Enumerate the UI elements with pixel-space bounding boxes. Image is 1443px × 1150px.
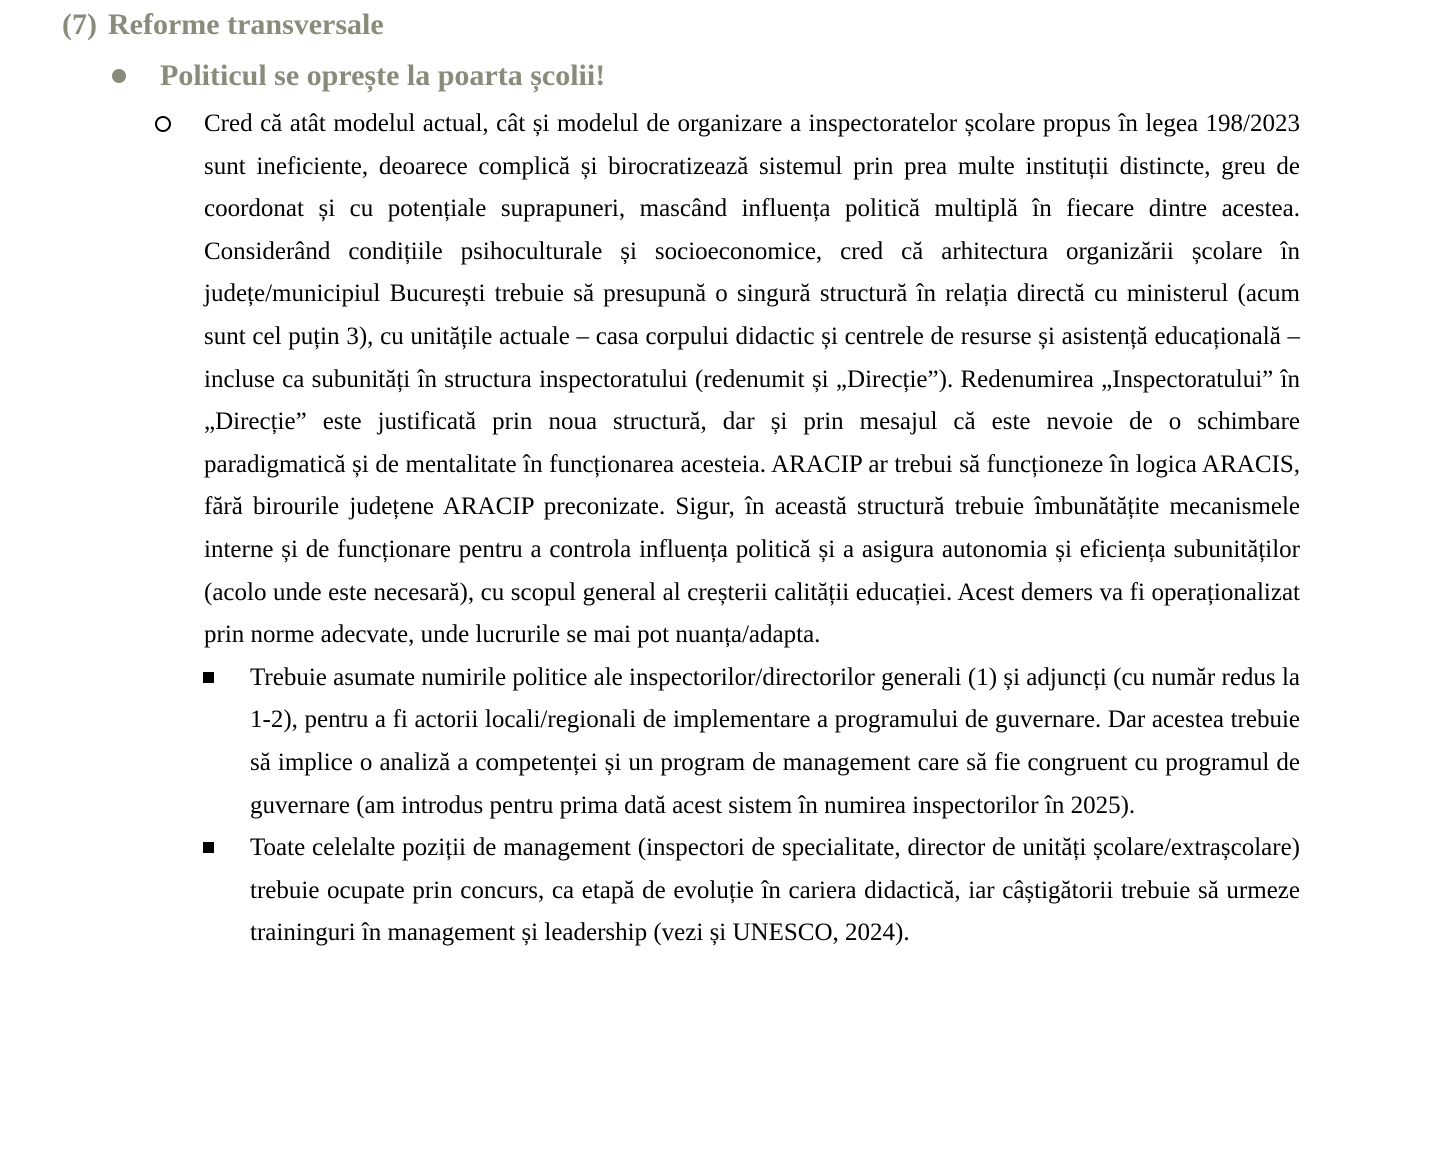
paragraph-text: Cred că atât modelul actual, cât și modelul de organizare a inspectoratelor școlare propus în legea 198/2023 sunt ineficiente, deoarece complică și birocratizează sistemul prin prea multe instituții distincte, greu de coordonat și cu potențiale suprapuneri, mascând influența politică multiplă în fiecare dintre acestea. Considerând condițiile psihoculturale și socioeconomice, cred că arhitectura organizării școlare în județe/municipiul București trebuie să presupună o singură structură în relația directă cu ministerul (acum sunt cel puțin 3), cu unitățile actuale – casa corpului didactic și centrele de resurse și asistență educațională – incluse ca subunități în structura inspectoratului (redenumit și „Direcție”). Redenumirea „Inspectoratului” în „Direcție” este justificată prin noua structură, dar și prin mesajul că este nevoie de o schimbare paradigmatică și de mentalitate în funcționarea acesteia. ARACIP ar trebui să funcționeze în logica ARACIS, fără birourile județene ARACIP preconizate. Sigur, în această structură trebuie îmbunătățite mecanismele interne și de funcționare pentru a controla influența politică și a asigura autonomia și eficiența subunităților (acolo unde este necesară), cu scopul general al creșterii calității educației. Acest demers va fi operaționalizat prin norme adecvate, unde lucrurile se mai pot nuanța/adapta. xyxy=(204,110,1300,649)
circle-bullet-glyph xyxy=(155,116,171,132)
filled-dot-bullet-icon xyxy=(112,69,126,83)
section-title: Reforme transversale xyxy=(107,8,384,41)
list-item-level3 xyxy=(203,657,1443,827)
paragraph-text: Toate celelalte poziții de management (inspectori de specialitate, director de unități școlare/extrașcolare) trebuie ocupate prin concurs, ca etapă de evoluție în cariera didactică, iar câștigătorii trebuie să urmeze traininguri în management și leadership (vezi și UNESCO, 2024). xyxy=(250,834,1300,947)
square-bullet-glyph xyxy=(203,672,214,683)
list-item-level2 xyxy=(155,103,1443,657)
section-heading xyxy=(62,0,1443,43)
square-bullet-icon xyxy=(203,827,250,853)
subsection-heading xyxy=(112,57,1443,95)
list-item-level3 xyxy=(203,827,1443,955)
circle-bullet-icon xyxy=(155,103,204,132)
section-number: (7) xyxy=(62,8,97,41)
square-bullet-icon xyxy=(203,657,250,683)
paragraph-text: Trebuie asumate numirile politice ale inspectorilor/directorilor generali (1) și adjuncți (cu număr redus la 1-2), pentru a fi actorii locali/regionali de implementare a programului de guvernare. Dar acestea trebuie să implice o analiză a competenței și un program de management care să fie congruent cu programul de guvernare (am introdus pentru prima dată acest sistem în numirea inspectorilor în 2025). xyxy=(250,663,1300,819)
subsection-title: Politicul se oprește la poarta școlii! xyxy=(160,59,606,92)
square-bullet-glyph xyxy=(203,842,214,853)
